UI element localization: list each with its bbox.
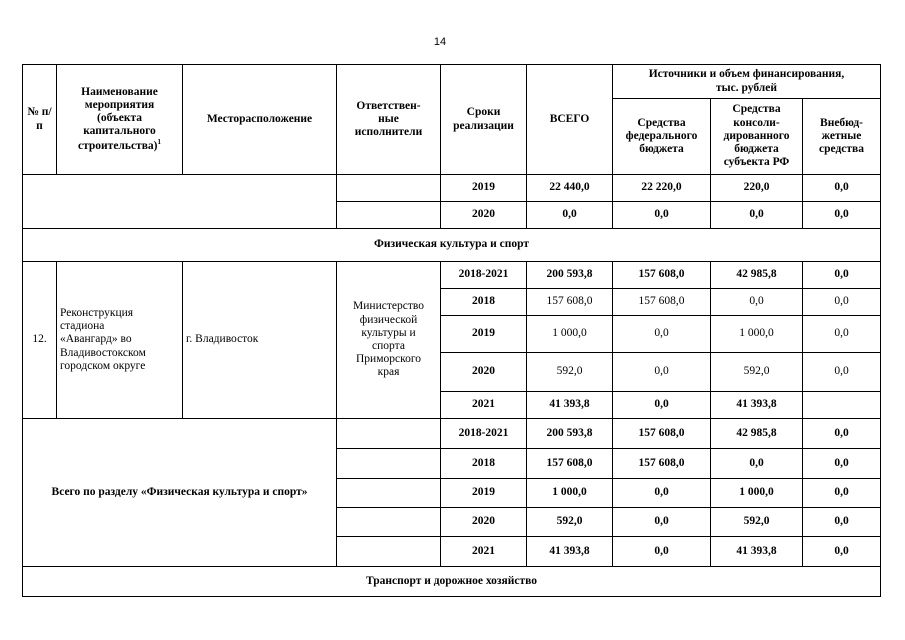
empty-cell	[337, 419, 441, 449]
regional-cell: 41 393,8	[711, 392, 803, 419]
table-row	[23, 262, 881, 289]
extra-cell: 0,0	[803, 508, 881, 537]
extra-cell: 0,0	[803, 537, 881, 567]
regional-cell: 220,0	[711, 175, 803, 202]
project-name: Реконструкция стадиона «Авангард» во Владивостокском городском округе	[57, 262, 183, 419]
extra-cell: 0,0	[803, 175, 881, 202]
year-cell: 2020	[441, 353, 527, 392]
empty-cell	[337, 508, 441, 537]
header-federal: Средства федерального бюджета	[613, 99, 711, 175]
regional-cell: 42 985,8	[711, 262, 803, 289]
year-cell: 2020	[441, 202, 527, 229]
header-extra: Внебюд- жетные средства	[803, 99, 881, 175]
project-number: 12.	[23, 262, 57, 419]
federal-cell: 0,0	[613, 392, 711, 419]
year-cell: 2018	[441, 289, 527, 316]
year-cell: 2019	[441, 175, 527, 202]
federal-cell: 0,0	[613, 202, 711, 229]
header-executors: Ответствен- ные исполнители	[337, 65, 441, 175]
extra-cell: 0,0	[803, 262, 881, 289]
regional-cell: 1 000,0	[711, 316, 803, 353]
federal-cell: 0,0	[613, 508, 711, 537]
year-cell: 2019	[441, 316, 527, 353]
extra-cell: 0,0	[803, 353, 881, 392]
regional-cell: 0,0	[711, 289, 803, 316]
year-cell: 2019	[441, 479, 527, 508]
page-number: 14	[433, 36, 447, 48]
federal-cell: 157 608,0	[613, 449, 711, 479]
header-total: ВСЕГО	[527, 65, 613, 175]
total-cell: 200 593,8	[527, 262, 613, 289]
regional-cell: 592,0	[711, 353, 803, 392]
table-row	[23, 175, 881, 202]
summary-label: Всего по разделу «Физическая культура и спорт»	[23, 419, 337, 567]
header-location: Месторасположение	[183, 65, 337, 175]
total-cell: 157 608,0	[527, 289, 613, 316]
total-cell: 1 000,0	[527, 479, 613, 508]
header-num: № п/п	[23, 65, 57, 175]
regional-cell: 592,0	[711, 508, 803, 537]
header-regional: Средства консоли- дированного бюджета субъекта РФ	[711, 99, 803, 175]
total-cell: 41 393,8	[527, 392, 613, 419]
total-cell: 592,0	[527, 508, 613, 537]
header-terms: Сроки реализации	[441, 65, 527, 175]
extra-cell: 0,0	[803, 479, 881, 508]
project-location: г. Владивосток	[183, 262, 337, 419]
extra-cell: 0,0	[803, 419, 881, 449]
header-sources: Источники и объем финансирования, тыс. рублей	[613, 65, 881, 99]
extra-cell: 0,0	[803, 202, 881, 229]
regional-cell: 42 985,8	[711, 419, 803, 449]
extra-cell	[803, 392, 881, 419]
empty-cell	[23, 175, 337, 229]
federal-cell: 157 608,0	[613, 289, 711, 316]
empty-cell	[337, 202, 441, 229]
total-cell: 41 393,8	[527, 537, 613, 567]
total-cell: 22 440,0	[527, 175, 613, 202]
year-cell: 2018-2021	[441, 419, 527, 449]
regional-cell: 41 393,8	[711, 537, 803, 567]
empty-cell	[337, 449, 441, 479]
regional-cell: 0,0	[711, 449, 803, 479]
year-cell: 2018-2021	[441, 262, 527, 289]
federal-cell: 0,0	[613, 353, 711, 392]
federal-cell: 157 608,0	[613, 262, 711, 289]
empty-cell	[337, 537, 441, 567]
extra-cell: 0,0	[803, 289, 881, 316]
year-cell: 2018	[441, 449, 527, 479]
federal-cell: 0,0	[613, 537, 711, 567]
financing-table	[22, 64, 881, 597]
section-title: Физическая культура и спорт	[23, 229, 881, 262]
empty-cell	[337, 175, 441, 202]
total-cell: 200 593,8	[527, 419, 613, 449]
regional-cell: 0,0	[711, 202, 803, 229]
federal-cell: 0,0	[613, 316, 711, 353]
total-cell: 592,0	[527, 353, 613, 392]
year-cell: 2021	[441, 537, 527, 567]
year-cell: 2020	[441, 508, 527, 537]
total-cell: 0,0	[527, 202, 613, 229]
header-name: Наименование мероприятия (объекта капитального строительства)$^1$	[57, 65, 183, 175]
federal-cell: 0,0	[613, 479, 711, 508]
empty-cell	[337, 479, 441, 508]
regional-cell: 1 000,0	[711, 479, 803, 508]
federal-cell: 22 220,0	[613, 175, 711, 202]
total-cell: 157 608,0	[527, 449, 613, 479]
extra-cell: 0,0	[803, 449, 881, 479]
federal-cell: 157 608,0	[613, 419, 711, 449]
total-cell: 1 000,0	[527, 316, 613, 353]
year-cell: 2021	[441, 392, 527, 419]
table-row	[23, 419, 881, 449]
project-executor: Министерство физической культуры и спорта Приморского края	[337, 262, 441, 419]
extra-cell: 0,0	[803, 316, 881, 353]
section-title: Транспорт и дорожное хозяйство	[23, 567, 881, 597]
